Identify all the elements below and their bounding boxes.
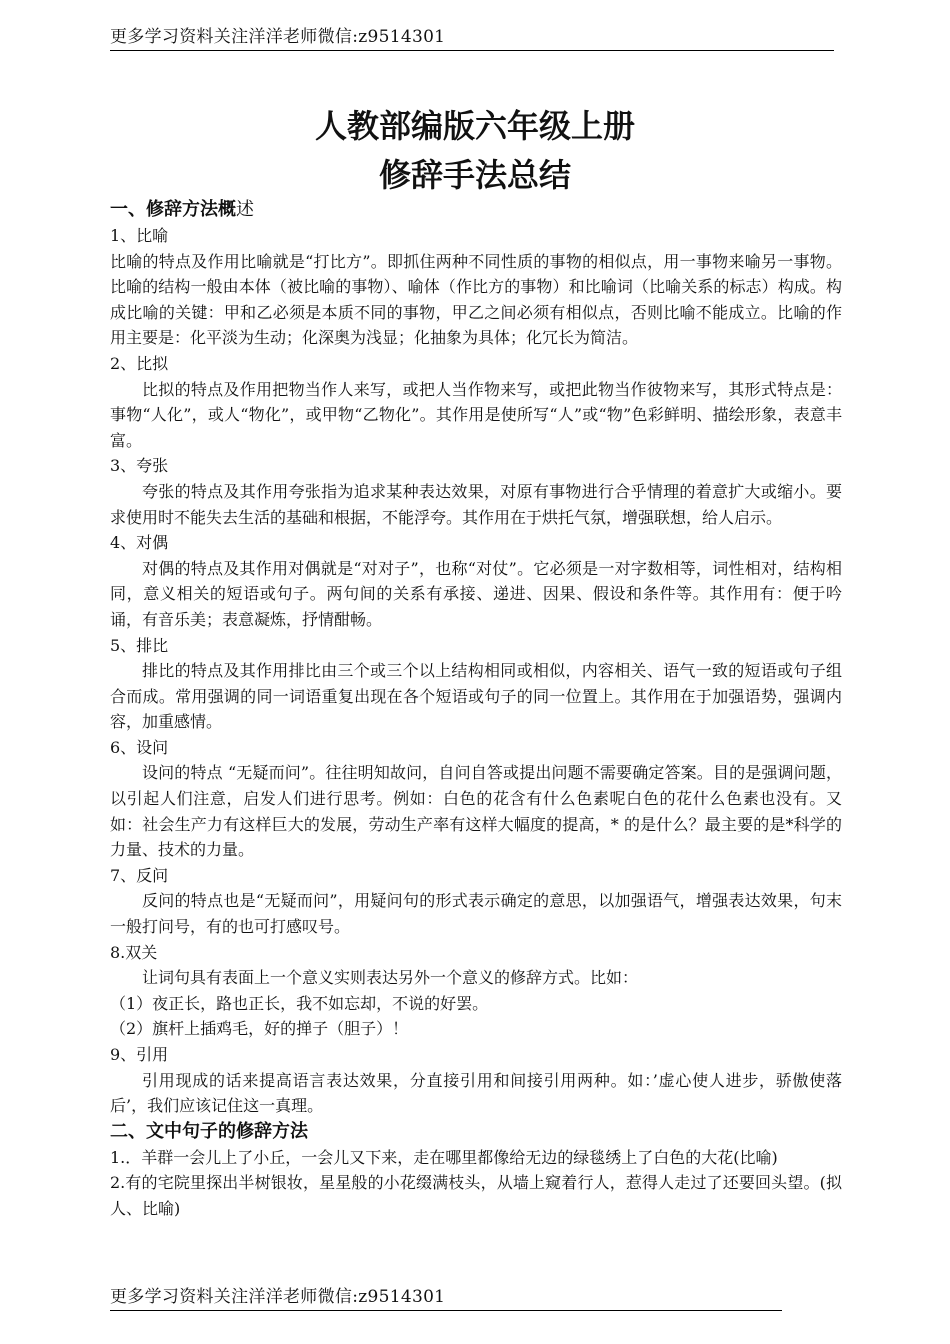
section-heading-overview [110, 197, 842, 223]
section-heading-sentences: 二、文中句子的修辞方法 [110, 1120, 308, 1142]
item-body-simile: 比喻的特点及作用比喻就是“打比方”。即抓住两种不同性质的事物的相似点，用一事物来喻另一事物。比喻的结构一般由本体（被比喻的事物）、喻体（作比方的事物）和比喻词（比喻关系的标志）构成。构成比喻的关键：甲和乙必须是本质不同的事物，甲乙之间必须有相似点，否则比喻不能成立。比喻的作用主要是：化平淡为生动；化深奥为浅显；化抽象为具体；化冗长为简洁。 [110, 251, 842, 348]
item-title-hyperbole: 3、夸张 [110, 456, 169, 476]
page-footer: 更多学习资料关注洋洋老师微信:z9514301 [110, 1284, 782, 1311]
item-title-hypophora: 6、设问 [110, 737, 169, 757]
pun-example-2: （2）旗杆上插鸡毛，好的掸子（胆子）！ [110, 1019, 409, 1039]
sentence-1: 1.．羊群一会儿上了小丘，一会儿又下来，走在哪里都像给无边的绿毯绣上了白色的大花(比喻) [110, 1147, 778, 1167]
item-title-parallelism: 5、排比 [110, 635, 169, 655]
item-body-hyperbole: 夸张的特点及其作用夸张指为追求某种表达效果，对原有事物进行合乎情理的着意扩大或缩小。要求使用时不能失去生活的基础和根据，不能浮夸。其作用在于烘托气氛，增强联想，给人启示。 [110, 481, 842, 527]
pun-example-1: （1）夜正长，路也正长，我不如忘却，不说的好罢。 [110, 993, 489, 1013]
item-body-rhetorical-question: 反问的特点也是“无疑而问”，用疑问句的形式表示确定的意思，以加强语气，增强表达效果，句末一般打问号，有的也可打感叹号。 [110, 891, 842, 937]
item-title-pun: 8.双关 [110, 942, 158, 962]
item-body-hypophora: 设问的特点 “无疑而问”。往往明知故问，自问自答或提出问题不需要确定答案。目的是强调问题，以引起人们注意，启发人们进行思考。例如：白色的花含有什么色素呢白色的花什么色素也没有。又如：社会生产力有这样巨大的发展，劳动生产率有这样大幅度的提高，* 的是什么？最主要的是*科学的力量、技术的力量。 [110, 763, 842, 860]
document-body [110, 197, 842, 1222]
item-body-pun: 让词句具有表面上一个意义实则表达另外一个意义的修辞方式。比如： [142, 968, 639, 988]
item-title-rhetorical-question: 7、反问 [110, 865, 169, 885]
document-subtitle: 修辞手法总结 [378, 156, 571, 194]
item-title-personification: 2、比拟 [110, 353, 169, 373]
document-title: 人教部编版六年级上册 [314, 107, 635, 145]
item-title-antithesis: 4、对偶 [110, 533, 169, 553]
sentence-2: 2.有的宅院里探出半树银妆，星星般的小花缀满枝头，从墙上窥着行人，惹得人走过了还要回头望。(拟人、比喻) [110, 1173, 842, 1218]
item-title-quotation: 9、引用 [110, 1045, 169, 1064]
item-body-personification: 比拟的特点及作用把物当作人来写，或把人当作物来写，或把此物当作彼物来写，其形式特点是：事物“人化”，或人“物化”，或甲物“乙物化”。其作用是使所写“人”或“物”色彩鲜明、描绘形象，表意丰富。 [110, 379, 842, 450]
section-heading-bold: 一、修辞方法概 [110, 199, 236, 220]
item-body-antithesis: 对偶的特点及其作用对偶就是“对对子”，也称“对仗”。它必须是一对字数相等，词性相对，结构相同，意义相关的短语或句子。两句间的关系有承接、递进、因果、假设和条件等。其作用有：便于吟诵，有音乐美；表意凝炼，抒情酣畅。 [110, 558, 842, 629]
page-header: 更多学习资料关注洋洋老师微信:z9514301 [110, 24, 834, 51]
item-body-parallelism: 排比的特点及其作用排比由三个或三个以上结构相同或相似，内容相关、语气一致的短语或句子组合而成。常用强调的同一词语重复出现在各个短语或句子的同一位置上。其作用在于加强语势，强调内容，加重感情。 [110, 661, 842, 732]
item-title-simile: 1、比喻 [110, 226, 169, 245]
item-body-quotation: 引用现成的话来提高语言表达效果，分直接引用和间接引用两种。如：’虚心使人进步，骄傲使落后’，我们应该记住这一真理。 [110, 1070, 842, 1116]
section-heading-tail: 述 [236, 199, 254, 220]
